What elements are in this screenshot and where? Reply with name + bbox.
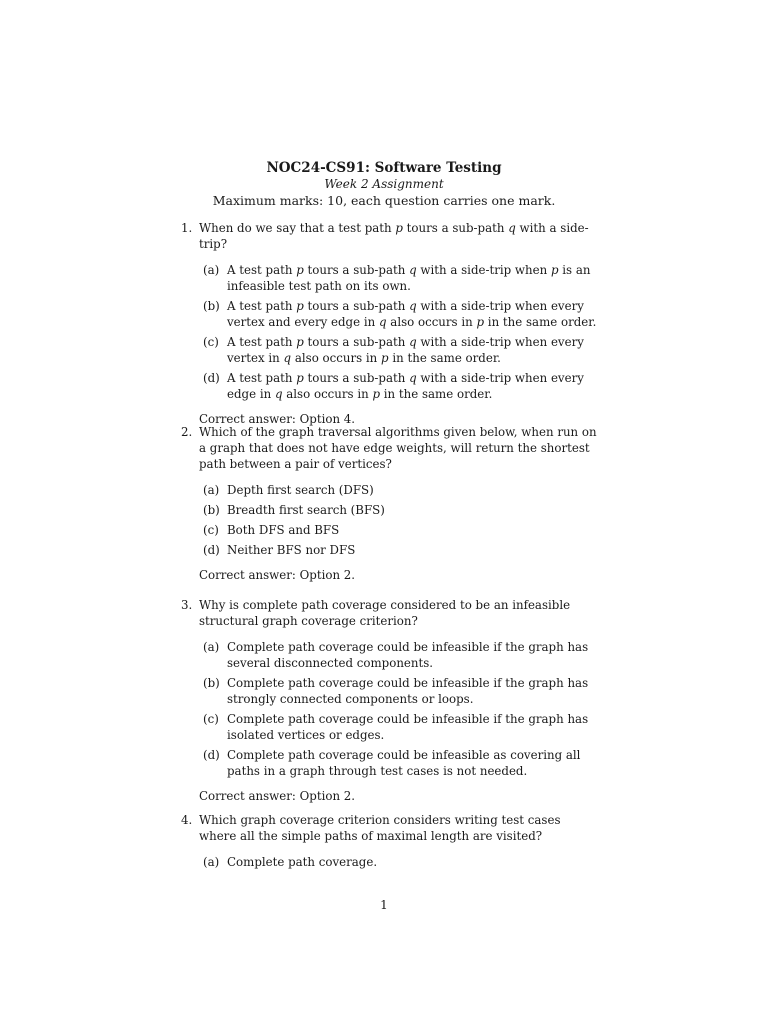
question-2	[181, 424, 601, 583]
option-item	[203, 522, 601, 538]
option-label: (d)	[203, 543, 220, 557]
option-label: (b)	[203, 676, 220, 690]
option-text: A test path p tours a sub-path q with a side-trip when every vertex and every edge in q also occurs in p in the same order.	[227, 299, 597, 329]
option-label: (c)	[203, 523, 219, 537]
option-text: Breadth first search (BFS)	[227, 503, 385, 517]
option-item	[203, 298, 601, 330]
correct-answer: Correct answer: Option 2.	[199, 568, 356, 582]
option-item	[203, 502, 601, 518]
option-label: (a)	[203, 855, 220, 869]
options-list	[203, 639, 601, 779]
question-text: Why is complete path coverage considered to be an infeasible structural graph coverage criterion?	[199, 598, 571, 628]
question-4	[181, 812, 601, 874]
option-label: (c)	[203, 335, 219, 349]
option-text: Neither BFS nor DFS	[227, 543, 356, 557]
option-label: (d)	[203, 371, 220, 385]
option-text: Complete path coverage could be infeasible if the graph has strongly connected components or loops.	[227, 676, 589, 706]
document-subtitle: Week 2 Assignment	[324, 177, 444, 191]
options-list	[203, 482, 601, 558]
question-number: 3.	[181, 598, 193, 612]
option-item	[203, 675, 601, 707]
question-number: 1.	[181, 221, 193, 235]
option-item	[203, 854, 601, 870]
options-list	[203, 262, 601, 402]
document-title: NOC24-CS91: Software Testing	[266, 160, 502, 176]
option-label: (a)	[203, 263, 220, 277]
option-text: Both DFS and BFS	[227, 523, 340, 537]
correct-answer: Correct answer: Option 2.	[199, 789, 356, 803]
marks-note: Maximum marks: 10, each question carries one mark.	[212, 193, 556, 208]
option-item	[203, 542, 601, 558]
option-text: Depth first search (DFS)	[227, 483, 374, 497]
option-text: Complete path coverage could be infeasible if the graph has isolated vertices or edges.	[227, 712, 589, 742]
option-label: (b)	[203, 503, 220, 517]
question-1	[181, 220, 601, 427]
option-item	[203, 639, 601, 671]
option-label: (b)	[203, 299, 220, 313]
question-number: 4.	[181, 813, 193, 827]
option-item	[203, 747, 601, 779]
option-text: A test path p tours a sub-path q with a side-trip when every edge in q also occurs in p in the same order.	[227, 371, 584, 401]
option-item	[203, 262, 601, 294]
question-text: Which graph coverage criterion considers writing test cases where all the simple paths of maximal length are visited?	[199, 813, 561, 843]
option-label: (a)	[203, 640, 220, 654]
option-label: (a)	[203, 483, 220, 497]
option-label: (d)	[203, 748, 220, 762]
question-text: When do we say that a test path p tours a sub-path q with a side-trip?	[199, 221, 589, 251]
option-item	[203, 370, 601, 402]
question-text: Which of the graph traversal algorithms given below, when run on a graph that does not have edge weights, will return the shortest path between a pair of vertices?	[199, 425, 597, 471]
option-text: Complete path coverage could be infeasible if the graph has several disconnected components.	[227, 640, 589, 670]
option-label: (c)	[203, 712, 219, 726]
option-item	[203, 334, 601, 366]
option-text: A test path p tours a sub-path q with a side-trip when every vertex in q also occurs in p in the same order.	[227, 335, 584, 365]
option-text: A test path p tours a sub-path q with a side-trip when p is an infeasible test path on its own.	[227, 263, 591, 293]
correct-answer: Correct answer: Option 4.	[199, 412, 356, 426]
question-number: 2.	[181, 425, 193, 439]
option-text: Complete path coverage could be infeasible as covering all paths in a graph through test cases is not needed.	[227, 748, 581, 778]
option-item	[203, 482, 601, 498]
option-item	[203, 711, 601, 743]
page-number: 1	[380, 898, 388, 912]
question-3	[181, 597, 601, 804]
option-text: Complete path coverage.	[227, 855, 378, 869]
options-list	[203, 854, 601, 870]
